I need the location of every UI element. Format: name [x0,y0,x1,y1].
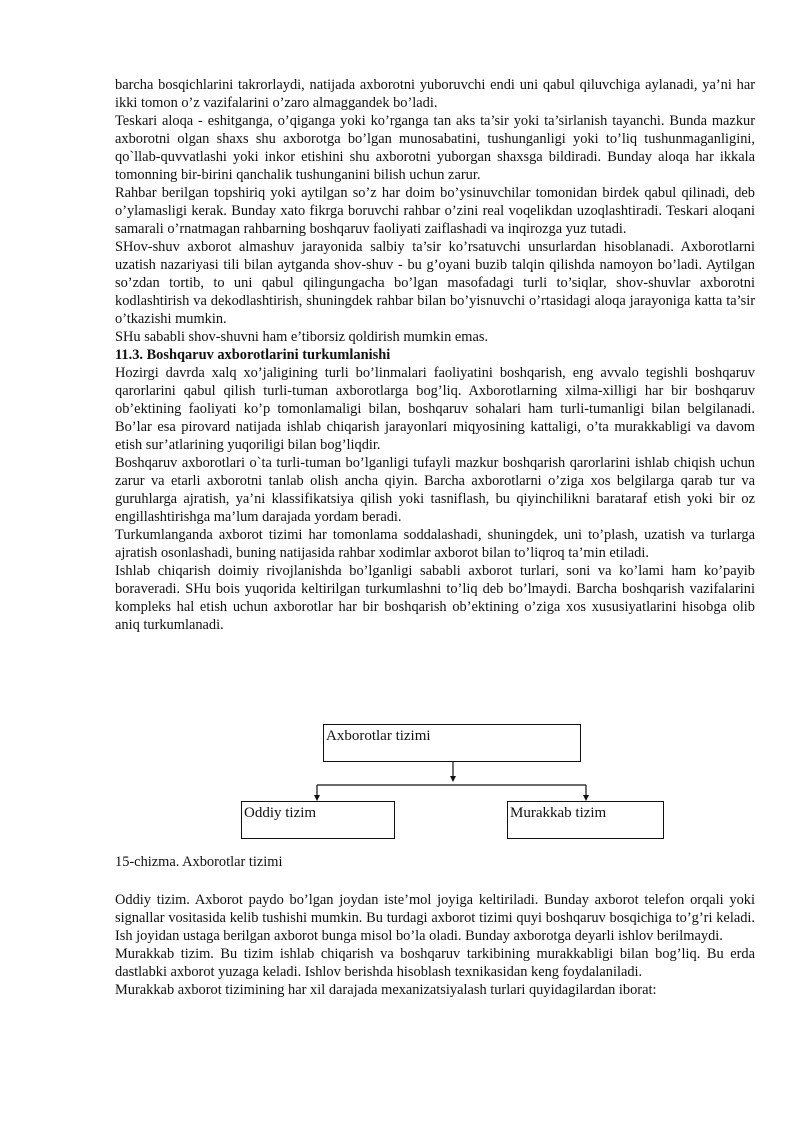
diagram-box-complex: Murakkab tizim [507,801,664,839]
paragraph: Oddiy tizim. Axborot paydo bo’lgan joydan iste’mol joyiga keltiriladi. Bunday axborot telefon orqali yoki signallar vositasida kelib tushishi mumkin. Bu turdagi axborot tizimi quyi boshqaruv bosqichiga to’g’ri keladi. Ish joyidan ustaga berilgan axborot bunga misol bo’la oladi. Bunday axborotga deyarli ishlov berilmaydi. [115,892,755,944]
figure-caption: 15-chizma. Axborotlar tizimi [115,854,283,870]
diagram-box-simple: Oddiy tizim [241,801,395,839]
paragraph: Teskari aloqa - eshitganga, o’qiganga yoki ko’rganga tan aks ta’sir yoki ta’sirlanish tayanchi. Bunda mazkur axborotni olgan shaxs shu axborotga bo’lgan munosabatini, tushunganligi yoki to’liq tushunmaganligini, qo`llab-quvvatlashi yoki inkor etishini shu axborotni yuborgan shaxsga bildiradi. Bunday aloqa har ikkala tomonning bir-birini qanchalik tushunganini bilish uchun zarur. [115,113,755,183]
section-heading: 11.3. Boshqaruv axborotlarini turkumlanishi [115,347,391,363]
paragraph: Boshqaruv axborotlari o`ta turli-tuman bo’lganligi tufayli mazkur boshqarish qarorlarini ishlab chiqish uchun zarur va etarli axborotni tanlab olish ancha qiyin. Barcha axborotlarni o’ziga xos belgilarga qarab tur va guruhlarga ajratish, ya’ni klassifikatsiya qilish yoki tasniflash, bu qiyinchilikni barataraf etish yoki bir oz engillashtirishga ma’lum darajada yordam beradi. [115,455,755,525]
paragraph: Turkumlanganda axborot tizimi har tomonlama soddalashadi, shuningdek, uni to’plash, uzatish va turlarga ajratish osonlashadi, buning natijasida rahbar xodimlar axborot bilan to’liqroq ta’min etiladi. [115,527,755,561]
paragraph: Murakkab tizim. Bu tizim ishlab chiqarish va boshqaruv tarkibining murakkabligi bilan bog’liq. Bu erda dastlabki axborot yuzaga keladi. Ishlov berishda hisoblash texnikasidan keng foydalaniladi. [115,946,755,980]
paragraph: SHu sababli shov-shuvni ham e’tiborsiz qoldirish mumkin emas. [115,329,489,345]
text-block-bottom [115,891,755,999]
diagram-box-root: Axborotlar tizimi [323,724,581,762]
arrowhead-root [450,776,456,782]
paragraph: Ishlab chiqarish doimiy rivojlanishda bo’lganligi sababli axborot turlari, soni va ko’lami ham ko’payib boraveradi. SHu bois yuqorida keltirilgan turkumlashni to’liq deb bo’lmaydi. Barcha boshqarish vazifalarini kompleks hal etish uchun axborotlar har bir boshqarish ob’ektining o’ziga xos xususiyatlarini hisobga olib aniq turkumlanadi. [115,563,755,633]
paragraph: Murakkab axborot tizimining har xil darajada mexanizatsiyalash turlari quyidagilardan iborat: [115,982,657,998]
paragraph: barcha bosqichlarini takrorlaydi, natijada axborotni yuboruvchi endi uni qabul qiluvchiga aylanadi, ya’ni har ikki tomon o’z vazifalarini o’zaro almaggandek bo’ladi. [115,77,755,111]
paragraph: SHov-shuv axborot almashuv jarayonida salbiy ta’sir ko’rsatuvchi unsurlardan hisoblanadi. Axborotlarni uzatish nazariyasi tili bilan aytganda shov-shuv - bu g’oyani buzib talqin qilishda namoyon bo’ladi. Aytilgan so’zdan tortib, to uni qabul qilingungacha bo’lgan masofadagi turli to’siqlar, shov-shuvlar axborotni kodlashtirish va dekodlashtirish, shuningdek rahbar bilan bo’yisnuvchi o’rtasidagi aloqa jarayoniga katta ta’sir o’tkazishi mumkin. [115,239,755,327]
paragraph: Hozirgi davrda xalq xo’jaligining turli bo’linmalari faoliyatini boshqarish, eng avvalo tegishli boshqaruv qarorlarini qabul qilish turli-tuman axborotlarga bog’liq. Axborotlarning xilma-xilligi har bir boshqaruv ob’ektining faoliyati ko’p tomonlamaligi bilan, boshqaruv sohalari ham turli-tumanligi bilan belgilanadi. Bo’lar esa pirovard natijada ishlab chiqarish jarayonlari miqyosining kattaligi, o’ta murakkabligi va davom etish sur’atlarining yuqoriligi bilan bog’liqdir. [115,365,755,453]
paragraph: Rahbar berilgan topshiriq yoki aytilgan so’z har doim bo’ysinuvchilar tomonidan birdek qabul qilinadi, deb o’ylamasligi kerak. Bunday xato fikrga boruvchi rahbar o’zini real voqelikdan uzoqlashtiradi. Teskari aloqani samarali o’rnatmagan rahbarning boshqaruv faoliyati zaiflashadi va inqirozga yuz tutadi. [115,185,755,237]
